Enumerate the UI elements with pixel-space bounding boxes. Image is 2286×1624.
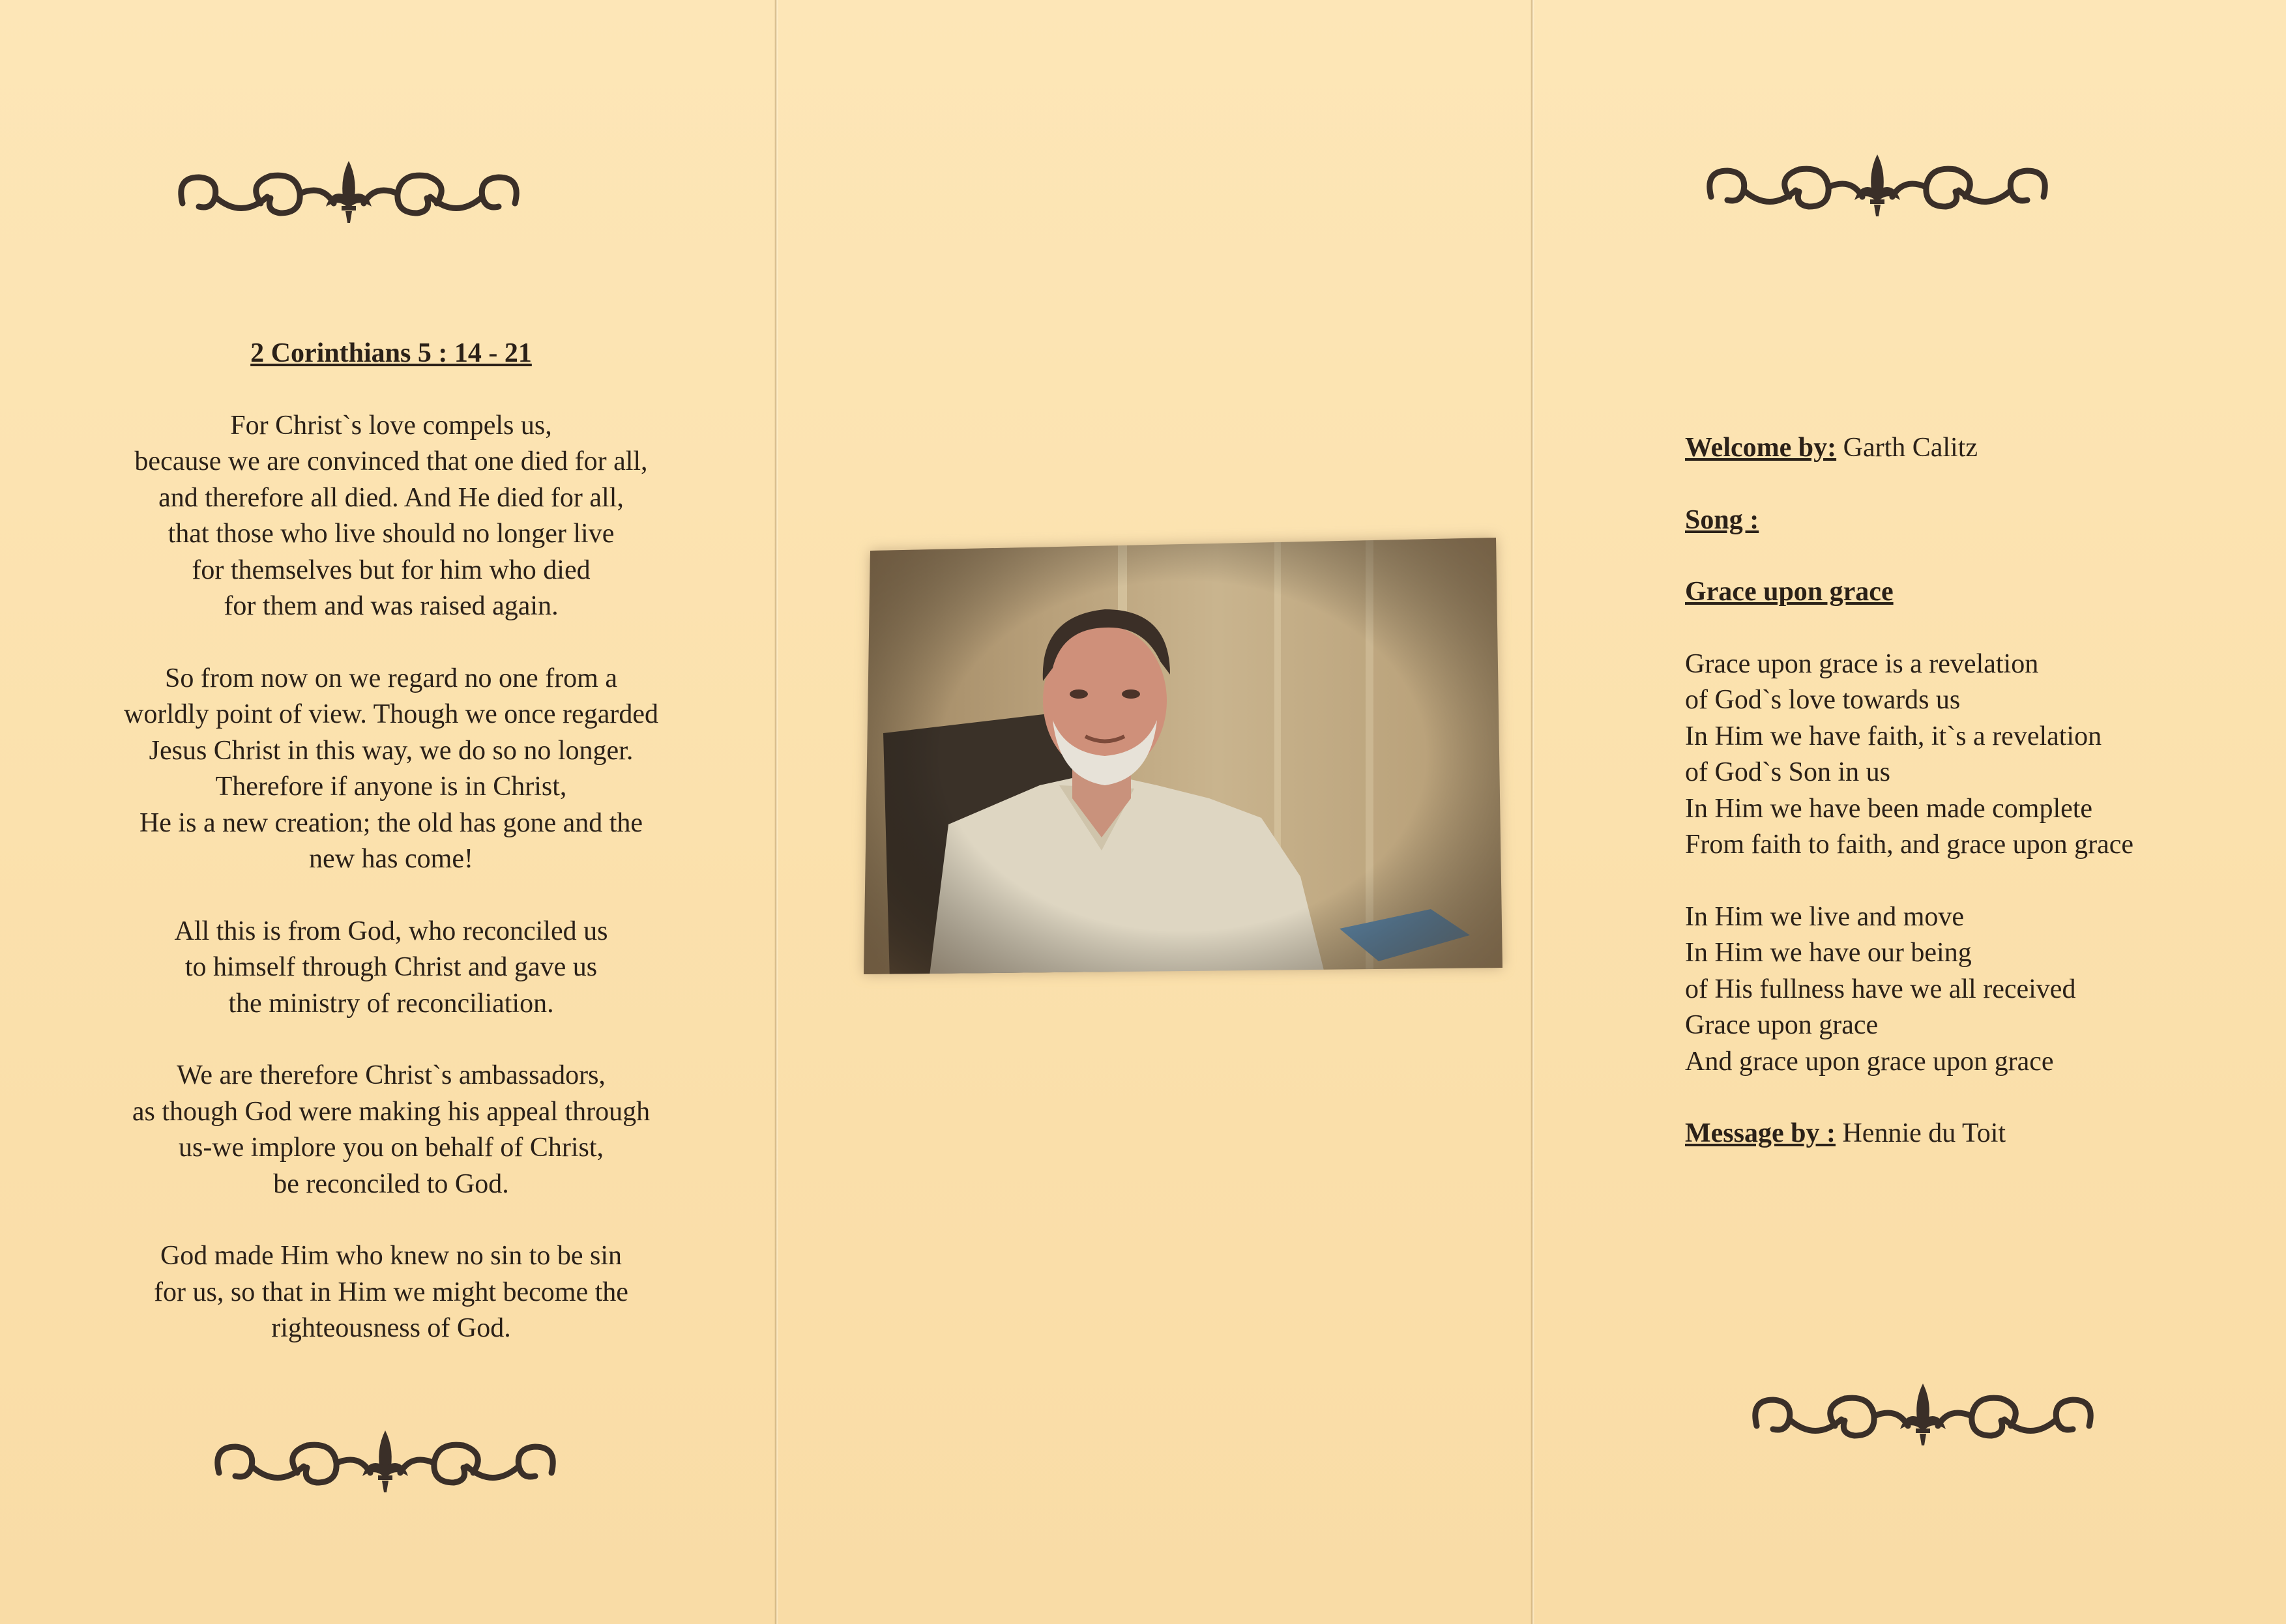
text-line: All this is from God, who reconciled us	[174, 916, 608, 946]
text-line: Grace upon grace	[1685, 1010, 1879, 1040]
ornament-icon	[163, 158, 535, 229]
welcome-label: Welcome by:	[1685, 433, 1837, 463]
song-title: Grace upon grace	[1685, 577, 1894, 607]
scripture-text	[46, 408, 737, 1347]
song-title-line	[1685, 574, 2272, 611]
text-stanza	[46, 661, 737, 878]
message-name: Hennie du Toit	[1842, 1118, 2006, 1148]
text-line: For Christ`s love compels us,	[230, 410, 552, 441]
text-line: God made Him who knew no sin to be sin	[160, 1241, 623, 1271]
ornament-icon	[1737, 1380, 2109, 1452]
text-line: In Him we live and move	[1685, 901, 1965, 932]
text-stanza	[1685, 646, 2272, 863]
text-line: He is a new creation; the old has gone and the	[139, 807, 643, 838]
text-stanza	[46, 1238, 737, 1347]
text-stanza	[1685, 899, 2272, 1080]
text-line: We are therefore Christ`s ambassadors,	[177, 1060, 606, 1090]
text-line: new has come!	[309, 844, 473, 874]
text-line: And grace upon grace upon grace	[1685, 1046, 2054, 1077]
text-line: for us, so that in Him we might become the	[154, 1277, 628, 1307]
message-line	[1685, 1116, 2272, 1152]
text-line: In Him we have our being	[1685, 938, 1972, 968]
ornament-icon	[199, 1427, 571, 1499]
text-line: In Him we have faith, it`s a revelation	[1685, 721, 2102, 751]
song-label: Song :	[1685, 504, 1759, 535]
text-line: worldly point of view. Though we once regarded	[124, 699, 658, 729]
text-line: From faith to faith, and grace upon grace	[1685, 830, 2134, 860]
text-line: Jesus Christ in this way, we do so no longer.	[149, 735, 634, 766]
message-label: Message by :	[1685, 1118, 1836, 1148]
text-line: In Him we have been made complete	[1685, 793, 2093, 824]
text-line: of God`s Son in us	[1685, 757, 1891, 787]
text-stanza	[46, 408, 737, 625]
text-line: as though God were making his appeal through	[132, 1096, 651, 1127]
ornament-icon	[1692, 151, 2063, 223]
fold-line-right	[1531, 0, 1534, 1624]
text-line: and therefore all died. And He died for all,	[158, 482, 624, 513]
text-line: righteousness of God.	[271, 1313, 511, 1343]
scripture-panel	[46, 336, 737, 1383]
portrait-photo	[844, 512, 1522, 1000]
text-line: of God`s love towards us	[1685, 685, 1961, 715]
fold-line-left	[774, 0, 778, 1624]
text-line: Grace upon grace is a revelation	[1685, 648, 2039, 679]
text-stanza	[46, 1058, 737, 1202]
text-line: of His fullness have we all received	[1685, 974, 2076, 1004]
welcome-name: Garth Calitz	[1843, 433, 1978, 463]
text-line: So from now on we regard no one from a	[165, 663, 617, 693]
text-line: to himself through Christ and gave us	[184, 952, 598, 982]
text-line: because we are convinced that one died for all,	[134, 446, 648, 476]
text-line: that those who live should no longer live	[168, 519, 615, 549]
text-line: be reconciled to God.	[273, 1168, 509, 1199]
text-line: us-we implore you on behalf of Christ,	[178, 1133, 604, 1163]
text-line: the ministry of reconciliation.	[228, 988, 554, 1019]
text-line: for themselves but for him who died	[192, 555, 591, 585]
service-order-panel	[1685, 430, 2272, 1188]
text-line: Therefore if anyone is in Christ,	[215, 772, 567, 802]
song-line	[1685, 502, 2272, 539]
song-lyrics	[1685, 646, 2272, 1080]
scripture-heading: 2 Corinthians 5 : 14 - 21	[250, 338, 532, 368]
text-line: for them and was raised again.	[224, 591, 559, 621]
text-stanza	[46, 914, 737, 1022]
welcome-line	[1685, 430, 2272, 467]
